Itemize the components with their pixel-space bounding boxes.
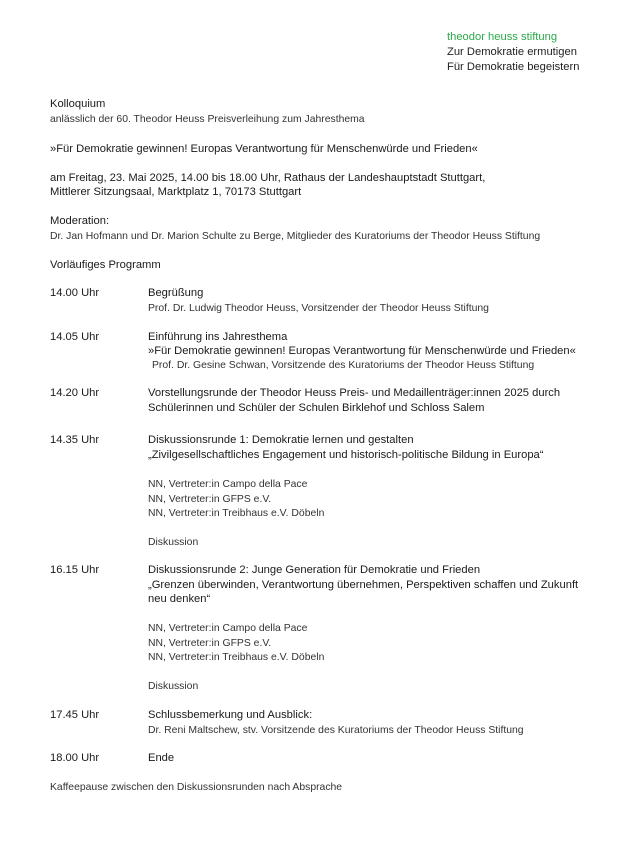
program-item-title: Schlussbemerkung und Ausblick: xyxy=(148,709,313,721)
program-item-title: Ende xyxy=(148,752,175,764)
panelist: NN, Vertreter:in Treibhaus e.V. Döbeln xyxy=(148,652,325,663)
brand-tagline-2: Für Demokratie begeistern xyxy=(447,61,580,73)
program-item-title: Diskussionsrunde 2: Junge Generation für Demokratie und Frieden xyxy=(148,564,481,576)
program-time: 14.35 Uhr xyxy=(50,434,100,446)
program-item-line: „Grenzen überwinden, Verantwortung übernehmen, Perspektiven schaffen und Zukunft xyxy=(148,579,579,591)
document-subtitle: anlässlich der 60. Theodor Heuss Preisverleihung zum Jahresthema xyxy=(50,114,365,125)
program-item-title: Diskussionsrunde 1: Demokratie lernen und gestalten xyxy=(148,434,414,446)
document-title: Kolloquium xyxy=(50,98,106,110)
program-item-line: „Zivilgesellschaftliches Engagement und historisch-politische Bildung in Europa“ xyxy=(148,449,544,461)
program-item-title: Einführung ins Jahresthema xyxy=(148,331,288,343)
program-item-line: neu denken“ xyxy=(148,593,211,605)
program-item-line: »Für Demokratie gewinnen! Europas Verantwortung für Menschenwürde und Frieden« xyxy=(148,345,576,357)
program-item-title: Begrüßung xyxy=(148,287,204,299)
moderation-label: Moderation: xyxy=(50,215,110,227)
venue-line: Mittlerer Sitzungsaal, Marktplatz 1, 70173 Stuttgart xyxy=(50,186,302,198)
program-time: 14.20 Uhr xyxy=(50,387,100,399)
program-item-line: Schülerinnen und Schüler der Schulen Birklehof und Schloss Salem xyxy=(148,402,485,414)
program-heading: Vorläufiges Programm xyxy=(50,259,161,271)
date-line: am Freitag, 23. Mai 2025, 14.00 bis 18.00 Uhr, Rathaus der Landeshauptstadt Stuttgart, xyxy=(50,172,486,184)
moderation-text: Dr. Jan Hofmann und Dr. Marion Schulte zu Berge, Mitglieder des Kuratoriums der Theodor Heuss Stiftung xyxy=(50,231,541,242)
panelist: NN, Vertreter:in Campo della Pace xyxy=(148,623,308,634)
discussion-label: Diskussion xyxy=(148,537,199,548)
panelist: NN, Vertreter:in GFPS e.V. xyxy=(148,638,272,649)
program-item-line: Prof. Dr. Ludwig Theodor Heuss, Vorsitzender der Theodor Heuss Stiftung xyxy=(148,303,489,314)
footer-note: Kaffeepause zwischen den Diskussionsrunden nach Absprache xyxy=(50,782,343,793)
brand-name: theodor heuss stiftung xyxy=(447,31,558,43)
program-item-line: Prof. Dr. Gesine Schwan, Vorsitzende des Kuratoriums der Theodor Heuss Stiftung xyxy=(152,360,535,371)
discussion-label: Diskussion xyxy=(148,681,199,692)
program-time: 17.45 Uhr xyxy=(50,709,100,721)
program-time: 14.05 Uhr xyxy=(50,331,100,343)
panelist: NN, Vertreter:in Campo della Pace xyxy=(148,479,308,490)
panelist: NN, Vertreter:in GFPS e.V. xyxy=(148,494,272,505)
program-time: 18.00 Uhr xyxy=(50,752,100,764)
program-time: 16.15 Uhr xyxy=(50,564,100,576)
panelist: NN, Vertreter:in Treibhaus e.V. Döbeln xyxy=(148,508,325,519)
program-item-line: Dr. Reni Maltschew, stv. Vorsitzende des Kuratoriums der Theodor Heuss Stiftung xyxy=(148,725,524,736)
brand-block xyxy=(447,30,579,75)
theme-title: »Für Demokratie gewinnen! Europas Verantwortung für Menschenwürde und Frieden« xyxy=(50,143,478,155)
program-item-title: Vorstellungsrunde der Theodor Heuss Preis- und Medaillenträger:innen 2025 durch xyxy=(148,387,561,399)
brand-tagline-1: Zur Demokratie ermutigen xyxy=(447,46,577,58)
program-time: 14.00 Uhr xyxy=(50,287,100,299)
